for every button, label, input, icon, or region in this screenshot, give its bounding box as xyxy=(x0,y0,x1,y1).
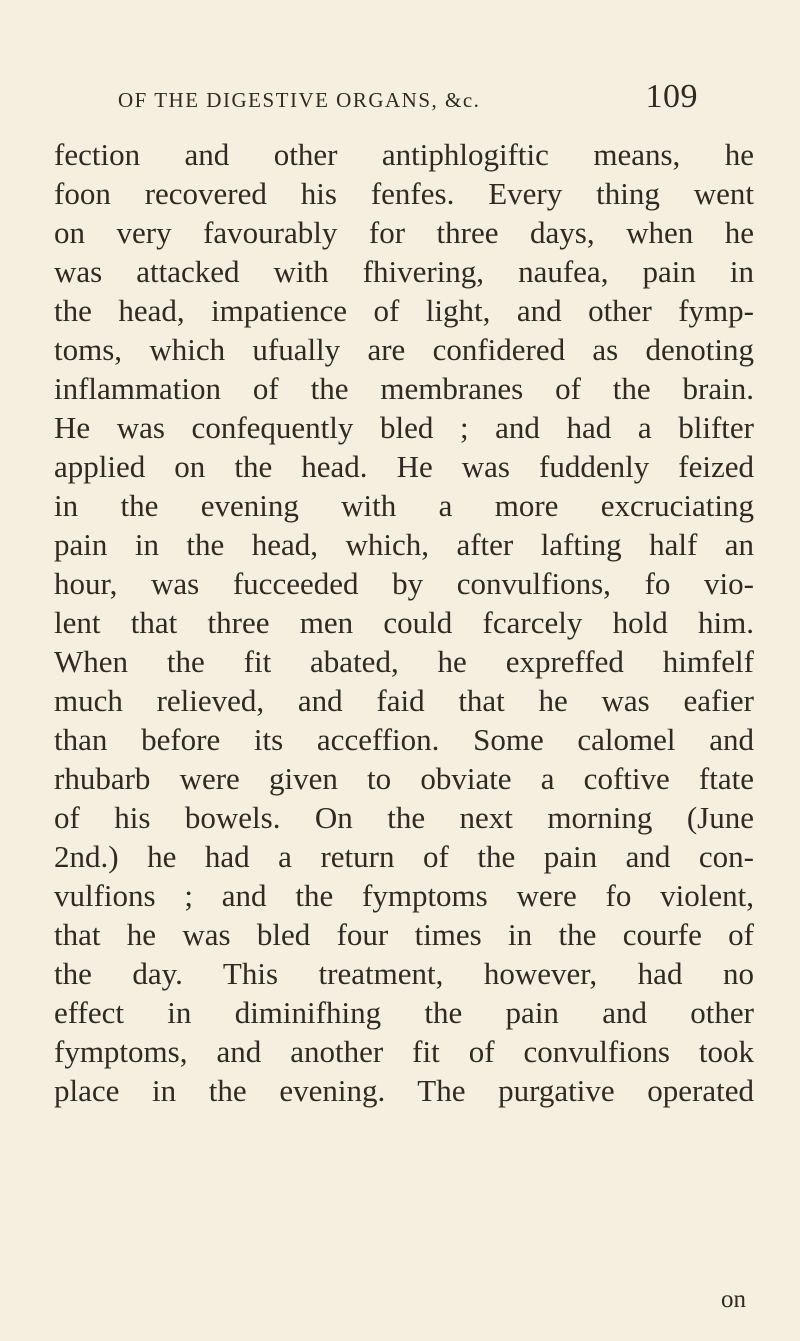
text-line: 2nd.) he had a return of the pain and con- xyxy=(54,839,754,874)
text-line: was attacked with fhivering, naufea, pain in xyxy=(54,254,754,289)
text-line: much relieved, and faid that he was eafier xyxy=(54,683,754,718)
text-line: He was confequently bled ; and had a blifter xyxy=(54,410,754,445)
text-line: inflammation of the membranes of the brain. xyxy=(54,371,754,406)
running-head xyxy=(118,78,698,122)
text-line: fymptoms, and another fit of convulfions took xyxy=(54,1034,754,1069)
text-line: the head, impatience of light, and other fymp- xyxy=(54,293,754,328)
body-text xyxy=(54,135,754,1110)
text-line: than before its acceffion. Some calomel and xyxy=(54,722,754,757)
text-line: rhubarb were given to obviate a coftive ftate xyxy=(54,761,754,796)
text-line: fection and other antiphlogiftic means, he xyxy=(54,137,754,172)
text-line: pain in the head, which, after lafting half an xyxy=(54,527,754,562)
running-title: OF THE DIGESTIVE ORGANS, &c. xyxy=(118,88,481,112)
text-line: that he was bled four times in the courfe of xyxy=(54,917,754,952)
text-line: effect in diminifhing the pain and other xyxy=(54,995,754,1030)
text-line: the day. This treatment, however, had no xyxy=(54,956,754,991)
page-number: 109 xyxy=(645,78,698,115)
text-line: hour, was fucceeded by convulfions, fo vio- xyxy=(54,566,754,601)
text-line: applied on the head. He was fuddenly feized xyxy=(54,449,754,484)
text-line: toms, which ufually are confidered as denoting xyxy=(54,332,754,367)
catchword: on xyxy=(721,1286,746,1313)
text-line: place in the evening. The purgative operated xyxy=(54,1073,754,1108)
text-line: lent that three men could fcarcely hold him. xyxy=(54,605,754,640)
text-line: When the fit abated, he expreffed himfelf xyxy=(54,644,754,679)
text-line: vulfions ; and the fymptoms were fo violent, xyxy=(54,878,754,913)
text-line: foon recovered his fenfes. Every thing went xyxy=(54,176,754,211)
text-line: on very favourably for three days, when he xyxy=(54,215,754,250)
text-line: of his bowels. On the next morning (June xyxy=(54,800,754,835)
text-line: in the evening with a more excruciating xyxy=(54,488,754,523)
